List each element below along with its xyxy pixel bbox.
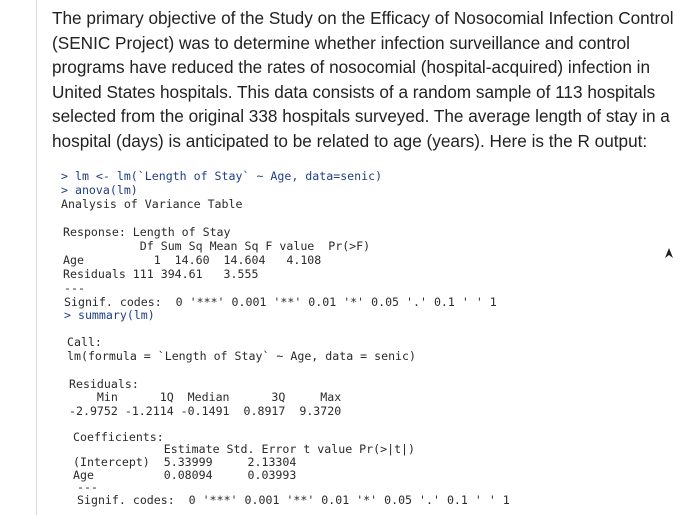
r-command-anova: > anova(lm) xyxy=(61,183,138,197)
paragraph-line: selected from the original 338 hospitals surveyed. The average length of stay in a xyxy=(52,106,670,126)
separator-dashes: --- xyxy=(77,480,98,494)
anova-header: Df Sum Sq Mean Sq F value Pr(>F) xyxy=(63,239,371,253)
paragraph-line: The primary objective of the Study on the Efficacy of Nosocomial Infection Control xyxy=(52,8,674,28)
call-formula: lm(formula = `Length of Stay` ~ Age, data = senic) xyxy=(67,349,417,363)
residuals-label: Residuals: xyxy=(69,377,139,391)
paragraph-line: hospital (days) is anticipated to be related to age (years). Here is the R output: xyxy=(52,130,648,151)
residuals-values: -2.9752 -1.2114 -0.1491 0.8917 9.3720 xyxy=(69,404,342,418)
coefficients-header: Estimate Std. Error t value Pr(>|t|) xyxy=(73,442,416,456)
separator-dashes: --- xyxy=(64,281,85,295)
r-command-summary: > summary(lm) xyxy=(64,308,155,322)
r-command-lm: > lm <- lm(`Length of Stay` ~ Age, data=senic) xyxy=(61,169,383,183)
anova-response: Response: Length of Stay xyxy=(63,225,231,239)
anova-row-age: Age 1 14.60 14.604 4.108 xyxy=(63,253,322,267)
residuals-header: Min 1Q Median 3Q Max xyxy=(69,390,342,404)
anova-row-residuals: Residuals 111 394.61 3.555 xyxy=(63,267,259,281)
call-label: Call: xyxy=(67,335,102,349)
problem-paragraph xyxy=(52,6,674,153)
anova-title: Analysis of Variance Table xyxy=(61,197,243,211)
paragraph-line: (SENIC Project) was to determine whether infection surveillance and control xyxy=(52,32,630,53)
signif-codes: Signif. codes: 0 '***' 0.001 '**' 0.01 '*' 0.05 '.' 0.1 ' ' 1 xyxy=(77,493,510,507)
paragraph-line: United States hospitals. This data consists of a random sample of 113 hospitals xyxy=(52,81,656,102)
coefficients-age: Age 0.08094 0.03993 xyxy=(73,468,297,482)
coefficients-intercept: (Intercept) 5.33999 2.13304 xyxy=(73,455,297,469)
signif-codes: Signif. codes: 0 '***' 0.001 '**' 0.01 '*' 0.05 '.' 0.1 ' ' 1 xyxy=(64,295,497,309)
paragraph-line: programs have reduced the rates of nosocomial (hospital-acquired) infection in xyxy=(52,57,651,77)
cursor-arrow-icon xyxy=(664,247,674,259)
coefficients-label: Coefficients: xyxy=(73,430,164,444)
